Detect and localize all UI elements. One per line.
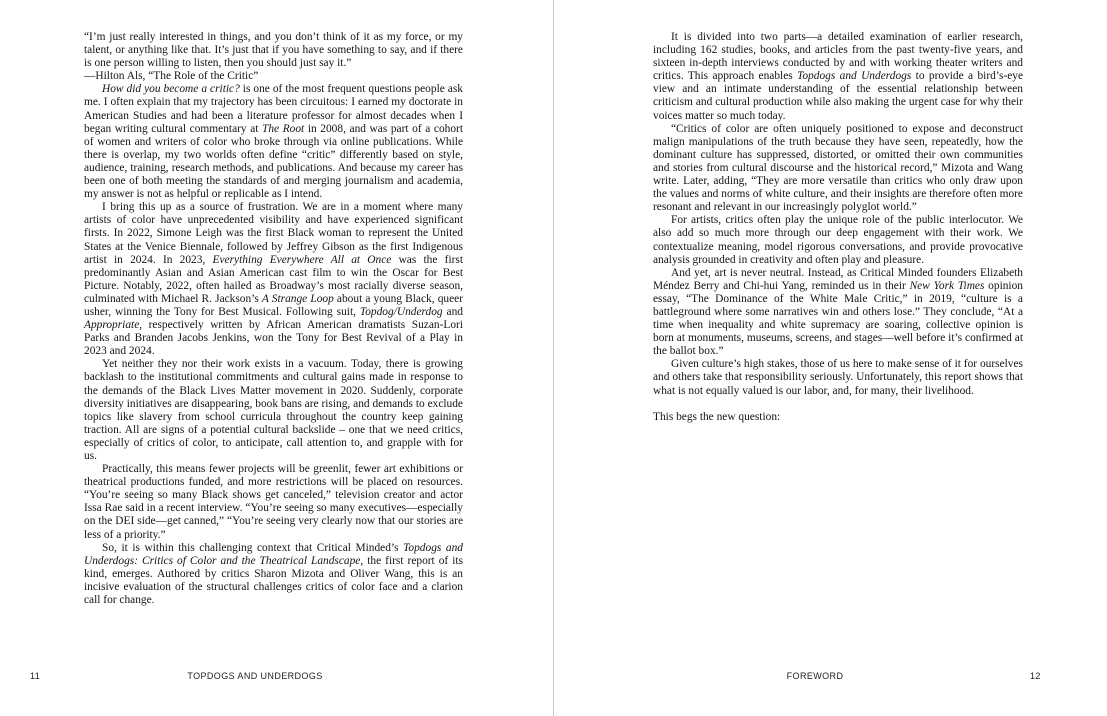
paragraph [653, 411, 1023, 424]
text-run: This begs the new question: [653, 410, 781, 423]
page-gutter-divider [553, 0, 554, 716]
text-run: For artists, critics often play the unique role of the public interlocutor. We also add so much more through our deep engagement with their work. We contextualize meaning, model rigorous conversations, and provide provocative analysis grounded in creativity and often play and pleasure. [653, 214, 1023, 266]
italic-text-run: The Root [262, 122, 305, 135]
paragraph [84, 542, 463, 607]
text-run: and [442, 305, 463, 318]
text-run: And yet, art is never neutral. Instead, as Critical Minded founders Elizabeth Méndez Berry and Chi-hui Yang, reminded us in their [653, 266, 1023, 292]
text-run: Given culture’s high stakes, those of us here to make sense of it for ourselves and others take that responsibility seriously. Unfortunately, this report shows that what is not equally valued is our labor, and, for many, their livelihood. [653, 358, 1023, 397]
running-footer-left: TOPDOGS AND UNDERDOGS [187, 671, 323, 681]
italic-text-run: Topdog/Underdog [359, 305, 443, 318]
page-left-body [84, 31, 463, 607]
text-run: was the first predominantly Asian and Asian American cast film to win the Oscar for Best Picture. Notably, 2022, often hailed as Broadway’s most racially diverse season, culminated with Michael R. Jackson’s [84, 253, 463, 305]
paragraph [84, 201, 463, 358]
text-run: about a young Black, queer usher, winning the Tony for Best Musical. Following suit, [84, 292, 463, 318]
page-right-body [653, 31, 1023, 424]
paragraph [84, 70, 463, 83]
text-run: —Hilton Als, “The Role of the Critic” [84, 70, 259, 83]
text-run: opinion essay, “The Dominance of the White Male Critic,” in 2019, “culture is a battleground where some narratives win and others lose.” They conclude, “At a time when inequality and white supremacy are soaring, collective opinion is born at monuments, museums, screens, and stages—well before it’s confirmed at the ballot box.” [653, 279, 1023, 358]
text-run: Practically, this means fewer projects will be greenlit, fewer art exhibitions or theatrical productions funded, and more restrictions will be placed on resources. “You’re seeing so many Black shows get canceled,” television creator and actor Issa Rae said in a recent interview. “You’re seeing so many executives—especially on the DEI side—get canned,” “You’re seeing very clearly now that our stories are less of a priority.” [84, 463, 463, 541]
paragraph [653, 123, 1023, 215]
paragraph [653, 358, 1023, 397]
page-number-right: 12 [1030, 671, 1041, 681]
text-run: “Critics of color are often uniquely positioned to expose and deconstruct malign manipulations of the truth because they have seen, repeatedly, how the dominant culture has suppressed, distorted, or omitted their own communities and stories from cultural discourse and the historical record,” Mizota and Wang write. Later, adding, “They are more versatile than critics who only draw upon the values and norms of white culture, and their insights are therefore often more resonant and relevant in our increasingly polyglot world.” [653, 122, 1023, 214]
italic-text-run: Topdogs and Underdogs: Critics of Color and the Theatrical Landscape [84, 541, 463, 567]
text-run: , the first report of its kind, emerges. Authored by critics Sharon Mizota and Oliver Wang, this is an incisive evaluation of the structural challenges critics of color face and a clarion call for change. [84, 554, 463, 607]
paragraph [653, 214, 1023, 266]
italic-text-run: A Strange Loop [261, 292, 334, 305]
italic-text-run: New York Times [909, 279, 985, 292]
paragraph [653, 267, 1023, 359]
text-run: in 2008, and was part of a cohort of women and writers of color who broke through via online publications. While there is overlap, my two worlds often define “critic” differently based on style, audience, training, research methods, and publications. And because my career has been one of both meeting the standards of and merging journalism and academia, my answer is not as helpful or replicable as I intend. [84, 122, 464, 201]
text-run: to provide a bird’s-eye view and an intimate understanding of the essential relationship between criticism and cultural production while also making the urgent case for why their voices matter so much today. [653, 70, 1023, 122]
italic-text-run: Topdogs and Underdogs [797, 70, 912, 83]
paragraph [653, 31, 1023, 123]
page-number-left: 11 [30, 671, 41, 681]
text-run: It is divided into two parts—a detailed examination of earlier research, including 162 studies, books, and articles from the past twenty-five years, and sixteen in-depth interviews conducted by and with working theater writers and critics. This approach enables [653, 31, 1023, 83]
paragraph [84, 358, 463, 463]
text-run: , respectively written by African American dramatists Suzan-Lori Parks and Branden Jacobs Jenkins, won the Tony for Best Revival of a Play in 2023 and 2024. [84, 319, 463, 358]
paragraph [84, 463, 463, 542]
italic-text-run: How did you become a critic? [102, 83, 240, 96]
text-run: is one of the most frequent questions people ask me. I often explain that my trajectory has been circuitous: I earned my doctorate in American Studies and had been a literature professor for almost decades when I began writing cultural commentary at [84, 83, 463, 135]
running-footer-right: FOREWORD [786, 671, 844, 681]
text-run: So, it is within this challenging context that Critical Minded’s [102, 541, 404, 554]
paragraph [84, 83, 463, 201]
text-run: Yet neither they nor their work exists in a vacuum. Today, there is growing backlash to the institutional commitments and cultural gains made in response to the demands of the Black Lives Matter movement in 2020. Suddenly, corporate diversity initiatives are disappearing, book bans are rising, and demands to exclude topics like slavery from school curricula throughout the country keep gaining traction. All are signs of a potential cultural backslide – one that we need critics, especially of critics of color, to anticipate, call attention to, and grapple with for us. [84, 358, 463, 462]
italic-text-run: Everything Everywhere All at Once [212, 253, 392, 266]
paragraph [84, 31, 463, 70]
text-run: I bring this up as a source of frustration. We are in a moment where many artists of color have unprecedented visibility and have experienced significant firsts. In 2022, Simone Leigh was the first Black woman to represent the United States at the Venice Biennale, followed by Jeffrey Gibson as the first Indigenous artist in 2024. In 2023, [84, 201, 463, 266]
text-run: “I’m just really interested in things, and you don’t think of it as my force, or my talent, or anything like that. It’s just that if you have something to say, and if there is one person willing to listen, then you should just say it.” [84, 31, 463, 70]
italic-text-run: Appropriate [84, 319, 140, 332]
